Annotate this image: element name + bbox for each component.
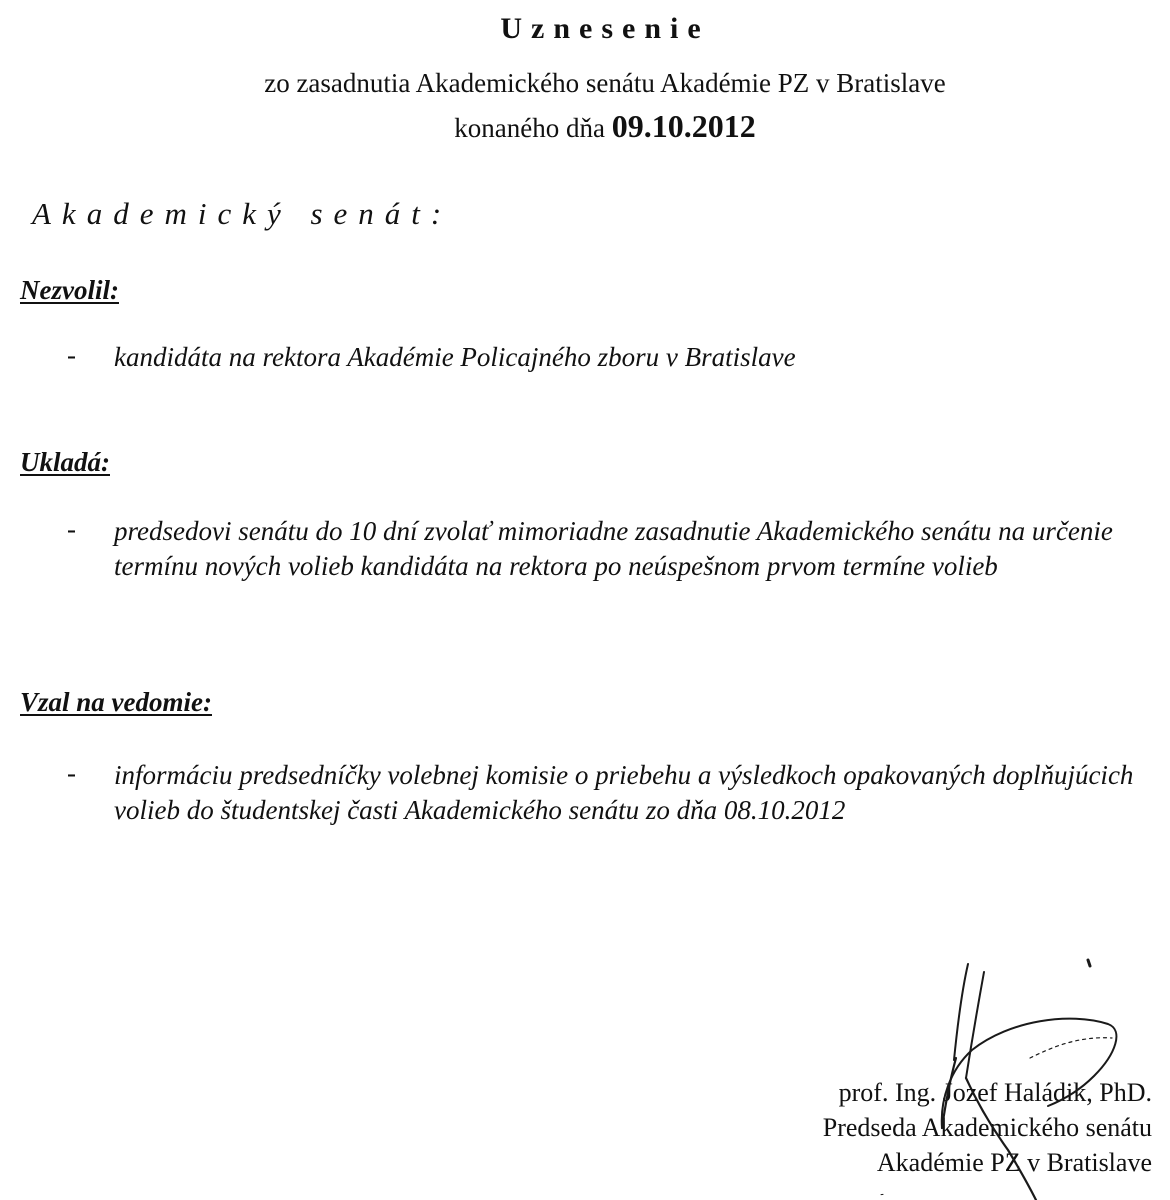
meeting-date-prefix: konaného dňa bbox=[454, 113, 612, 143]
senate-heading: Akademický senát: bbox=[32, 196, 453, 231]
signatory-institution: Akadémie PZ v Bratislave bbox=[876, 1148, 1152, 1177]
meeting-date: 09.10.2012 bbox=[611, 108, 756, 144]
signatory-name: prof. Ing. Jozef Haládik, PhD. bbox=[838, 1078, 1152, 1107]
section-item-text: predsedovi senátu do 10 dní zvolať mimoriadne zasadnutie Akademického senátu na určenie termínu nových volieb kandidáta na rektora po neúspešnom prvom termíne volieb bbox=[114, 516, 1113, 581]
bullet-dash: - bbox=[67, 340, 76, 370]
section-heading-uklada: Ukladá: bbox=[20, 447, 110, 477]
section-heading-nezvolil: Nezvolil: bbox=[20, 275, 119, 305]
document-title: Uznesenie bbox=[500, 12, 710, 45]
signatory-role: Predseda Akademického senátu bbox=[822, 1113, 1152, 1142]
signature-block bbox=[823, 1075, 1152, 1180]
section-item-text: kandidáta na rektora Akadémie Policajného zboru v Bratislave bbox=[114, 342, 796, 372]
meeting-date-line bbox=[0, 108, 1170, 145]
bullet-dash: - bbox=[67, 514, 76, 544]
document-subtitle: zo zasadnutia Akademického senátu Akadémie PZ v Bratislave bbox=[264, 68, 946, 98]
section-item-text: informáciu predsedníčky volebnej komisie o priebehu a výsledkoch opakovaných doplňujúcich volieb do študentskej časti Akademického senátu zo dňa 08.10.2012 bbox=[114, 760, 1134, 825]
section-heading-vzal-na-vedomie: Vzal na vedomie: bbox=[20, 687, 212, 717]
bullet-dash: - bbox=[67, 758, 76, 788]
